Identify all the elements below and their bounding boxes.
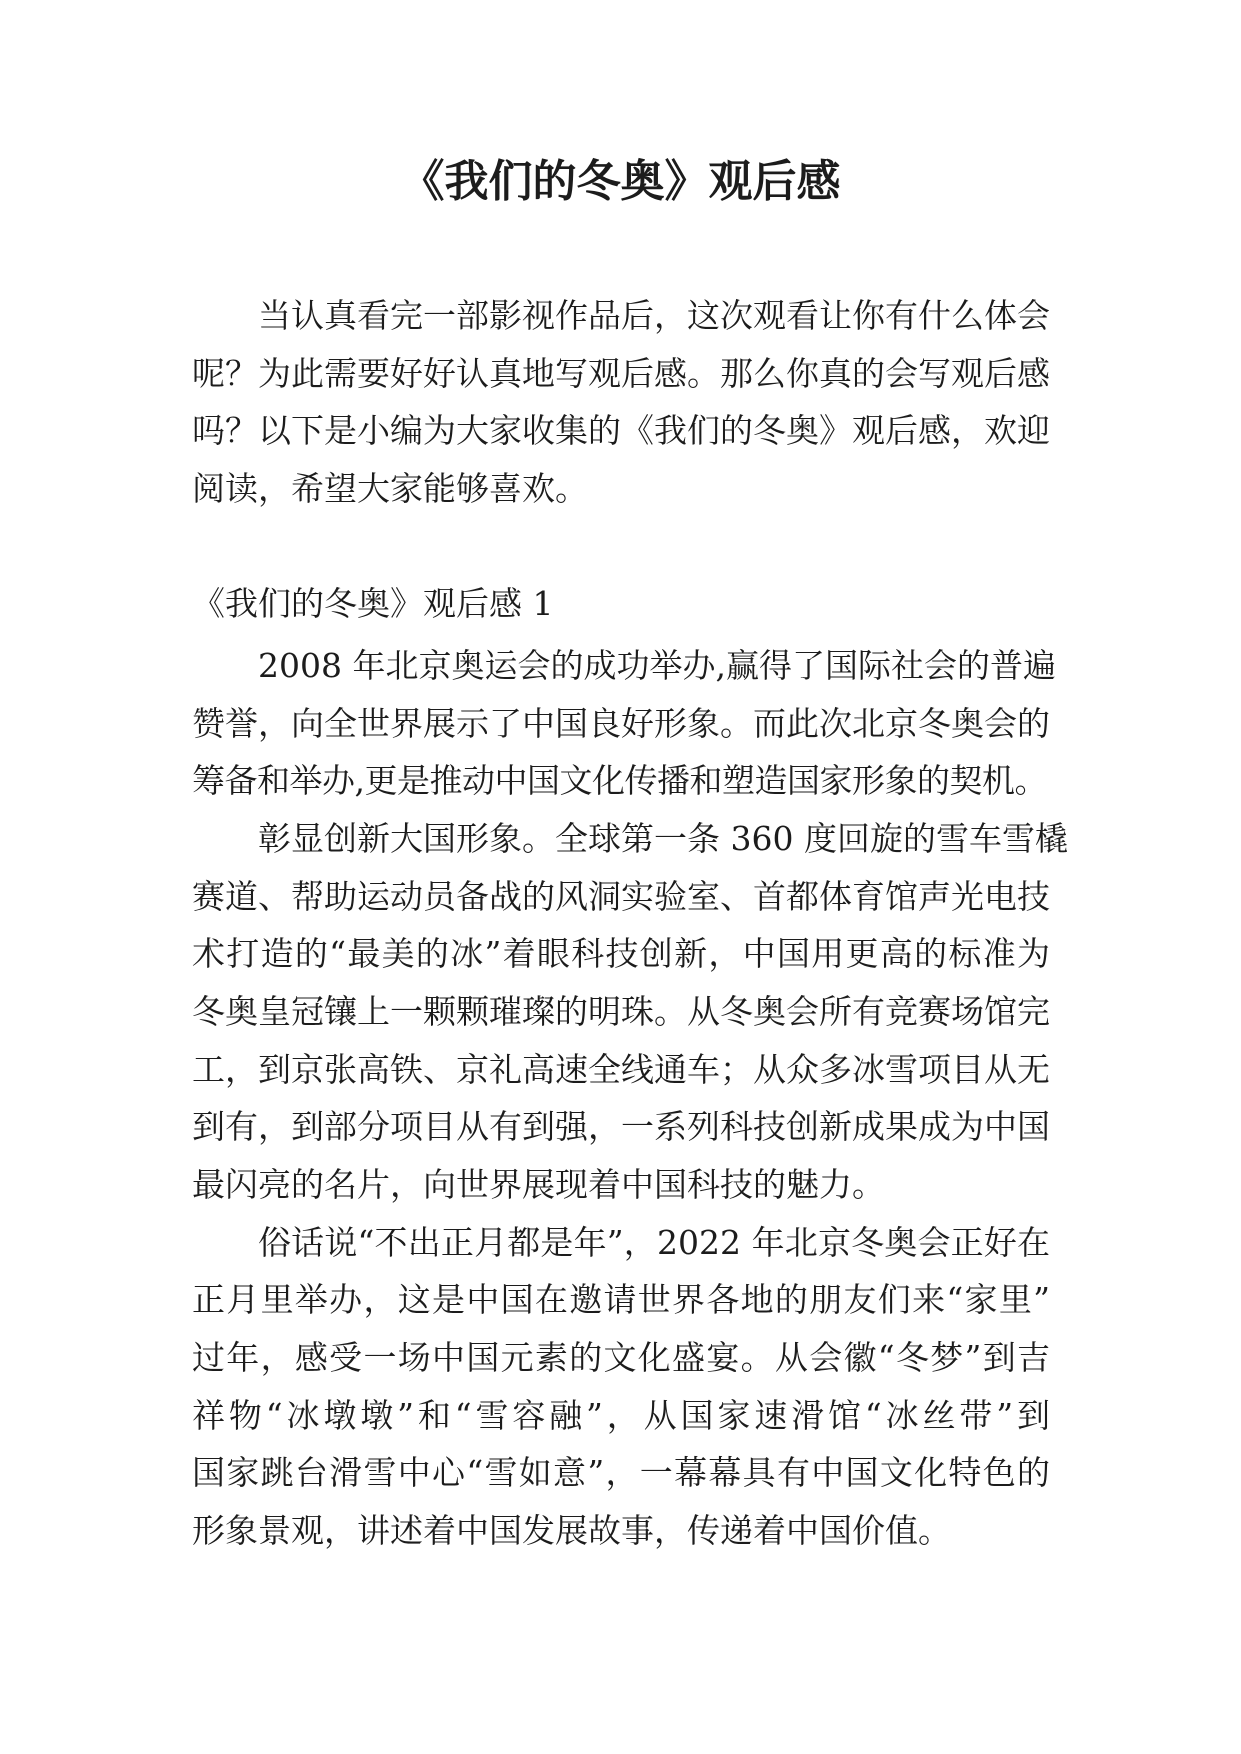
paragraph-line: 到有，到部分项目从有到强，一系列科技创新成果成为中国 <box>192 1107 1050 1147</box>
section-heading: 《我们的冬奥》观后感 1 <box>192 584 554 623</box>
document-title: 《我们的冬奥》观后感 <box>400 156 841 207</box>
body-paragraph <box>192 637 1056 810</box>
paragraph-line: 赛道、帮助运动员备战的风洞实验室、首都体育馆声光电技 <box>192 876 1050 916</box>
paragraph-line: 祥物“冰墩墩”和“雪容融”，从国家速滑馆“冰丝带”到 <box>192 1395 1050 1435</box>
paragraph-line: 2008 年北京奥运会的成功举办,赢得了国际社会的普遍 <box>258 646 1056 685</box>
paragraph-line: 阅读，希望大家能够喜欢。 <box>192 468 588 508</box>
paragraph-line: 吗？以下是小编为大家收集的《我们的冬奥》观后感，欢迎 <box>192 411 1050 451</box>
paragraph-line: 呢？为此需要好好认真地写观后感。那么你真的会写观后感 <box>192 353 1050 393</box>
paragraph-line: 彰显创新大国形象。全球第一条 360 度回旋的雪车雪橇 <box>258 818 1068 858</box>
paragraph-line: 术打造的“最美的冰”着眼科技创新，中国用更高的标准为 <box>192 934 1050 974</box>
paragraph-line: 形象景观，讲述着中国发展故事，传递着中国价值。 <box>192 1510 951 1550</box>
paragraph-line: 筹备和举办,更是推动中国文化传播和塑造国家形象的契机。 <box>192 761 1047 801</box>
paragraph-line: 过年，感受一场中国元素的文化盛宴。从会徽“冬梦”到吉 <box>192 1337 1050 1377</box>
body-paragraph <box>192 1214 1050 1560</box>
paragraph-line: 当认真看完一部影视作品后，这次观看让你有什么体会 <box>258 296 1050 335</box>
paragraph-line: 国家跳台滑雪中心“雪如意”，一幕幕具有中国文化特色的 <box>192 1453 1050 1493</box>
section-heading-block <box>192 575 1050 633</box>
paragraph-line: 冬奥皇冠镶上一颗颗璀璨的明珠。从冬奥会所有竞赛场馆完 <box>192 991 1050 1031</box>
paragraph-line: 工，到京张高铁、京礼高速全线通车；从众多冰雪项目从无 <box>192 1049 1050 1089</box>
paragraph-line: 正月里举办，这是中国在邀请世界各地的朋友们来“家里” <box>192 1280 1050 1320</box>
intro-paragraph <box>192 287 1050 517</box>
paragraph-line: 最闪亮的名片，向世界展现着中国科技的魅力。 <box>192 1164 885 1204</box>
paragraph-line: 俗话说“不出正月都是年”，2022 年北京冬奥会正好在 <box>258 1222 1050 1262</box>
paragraph-line: 赞誉，向全世界展示了中国良好形象。而此次北京冬奥会的 <box>192 703 1050 743</box>
essay-body <box>192 637 1068 1560</box>
body-paragraph <box>192 810 1068 1214</box>
